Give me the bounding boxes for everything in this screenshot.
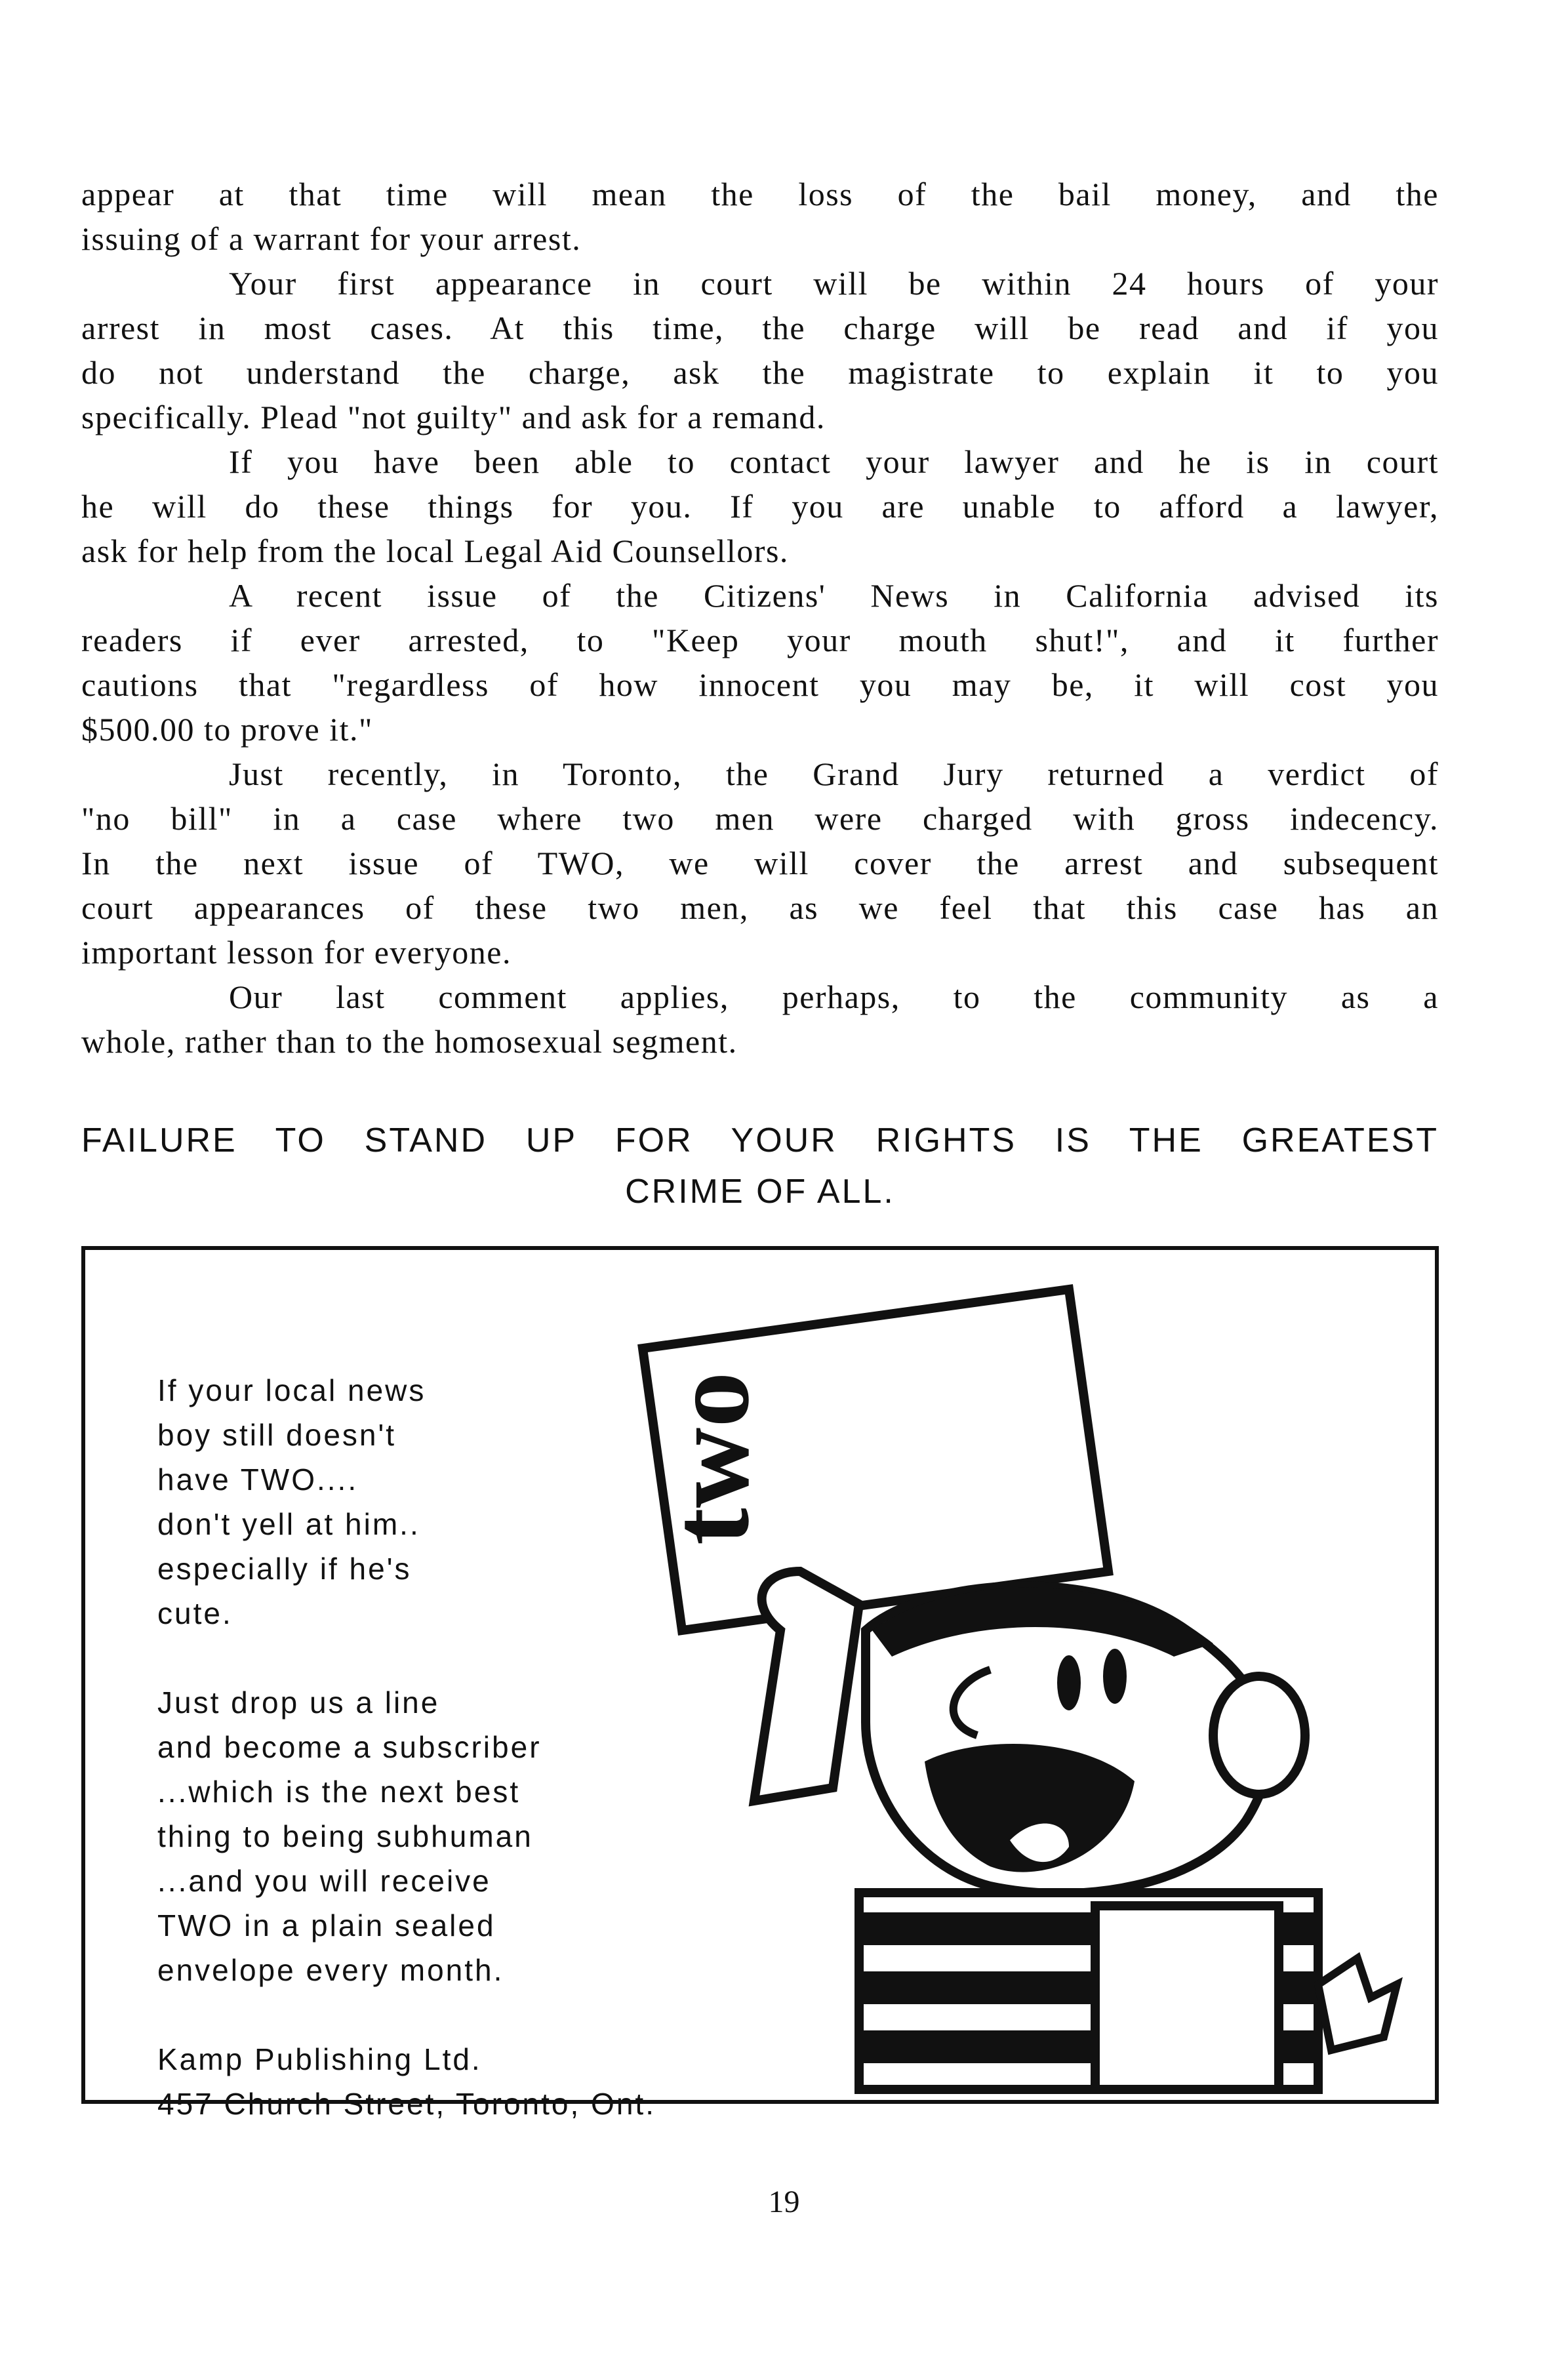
slogan-heading — [81, 1115, 1439, 1217]
text-line: appear at that time will mean the loss of the bail money, and the — [81, 176, 1439, 212]
paragraph-3 — [81, 439, 1439, 573]
text-line: $500.00 to prove it." — [81, 711, 373, 748]
cartoon-ear — [1213, 1676, 1305, 1794]
ad-line: and become a subscriber — [157, 1730, 542, 1764]
ad-line: If your local news — [157, 1373, 426, 1407]
body-text — [81, 172, 1439, 1064]
text-line: A recent issue of the Citizens' News in California advised its — [229, 577, 1439, 614]
newspaper-stack — [1095, 1906, 1279, 2089]
cartoon-hand — [1318, 1958, 1397, 2050]
newsboy-cartoon — [584, 1263, 1436, 2103]
ad-line: don't yell at him.. — [157, 1507, 420, 1541]
page-number: 19 — [768, 2185, 800, 2219]
paragraph-6 — [81, 975, 1439, 1064]
text-line: In the next issue of TWO, we will cover the arrest and subsequent — [81, 845, 1439, 881]
slogan-line-2: CRIME OF ALL. — [625, 1173, 895, 1211]
ad-line: envelope every month. — [157, 1953, 504, 1987]
ad-line: TWO in a plain sealed — [157, 1908, 496, 1943]
text-line: issuing of a warrant for your arrest. — [81, 220, 582, 257]
paragraph-4 — [81, 573, 1439, 752]
text-line: cautions that "regardless of how innocent you may be, it will cost you — [81, 666, 1439, 703]
text-line: Our last comment applies, perhaps, to the community as a — [229, 978, 1439, 1015]
ad-line: ...which is the next best — [157, 1775, 521, 1809]
cartoon-eye-right — [1103, 1649, 1127, 1704]
text-line: important lesson for everyone. — [81, 934, 512, 971]
ad-line: thing to being subhuman — [157, 1819, 533, 1853]
slogan-line-1: FAILURE TO STAND UP FOR YOUR RIGHTS IS THE GREATEST — [81, 1121, 1439, 1159]
text-line: Your first appearance in court will be within 24 hours of your — [229, 265, 1439, 302]
text-line: ask for help from the local Legal Aid Counsellors. — [81, 533, 789, 569]
text-line: arrest in most cases. At this time, the charge will be read and if you — [81, 310, 1439, 346]
sign-text: two — [649, 1371, 772, 1545]
text-line: If you have been able to contact your lawyer and he is in court — [229, 443, 1439, 480]
ad-line: have TWO.... — [157, 1462, 359, 1497]
ad-line: boy still doesn't — [157, 1418, 397, 1452]
publisher-address: 457 Church Street, Toronto, Ont. — [157, 2087, 656, 2121]
text-line: court appearances of these two men, as we feel that this case has an — [81, 889, 1439, 926]
ad-line: Just drop us a line — [157, 1685, 440, 1720]
text-line: "no bill" in a case where two men were charged with gross indecency. — [81, 800, 1439, 837]
text-line: specifically. Plead "not guilty" and ask for a remand. — [81, 399, 826, 435]
text-line: do not understand the charge, ask the magistrate to explain it to you — [81, 354, 1439, 391]
ad-line: cute. — [157, 1596, 233, 1630]
paragraph-2 — [81, 261, 1439, 439]
paragraph-5 — [81, 752, 1439, 975]
cartoon-eye-left — [1057, 1655, 1081, 1710]
text-line: readers if ever arrested, to "Keep your mouth shut!", and it further — [81, 622, 1439, 658]
ad-line: especially if he's — [157, 1552, 412, 1586]
ad-line: ...and you will receive — [157, 1864, 491, 1898]
text-line: whole, rather than to the homosexual segment. — [81, 1023, 738, 1060]
text-line: he will do these things for you. If you are unable to afford a lawyer, — [81, 488, 1439, 525]
publisher-name: Kamp Publishing Ltd. — [157, 2042, 482, 2076]
paragraph-1 — [81, 172, 1439, 261]
text-line: Just recently, in Toronto, the Grand Jury returned a verdict of — [229, 755, 1439, 792]
raised-arm — [754, 1571, 859, 1801]
subscription-ad — [81, 1246, 1439, 2121]
